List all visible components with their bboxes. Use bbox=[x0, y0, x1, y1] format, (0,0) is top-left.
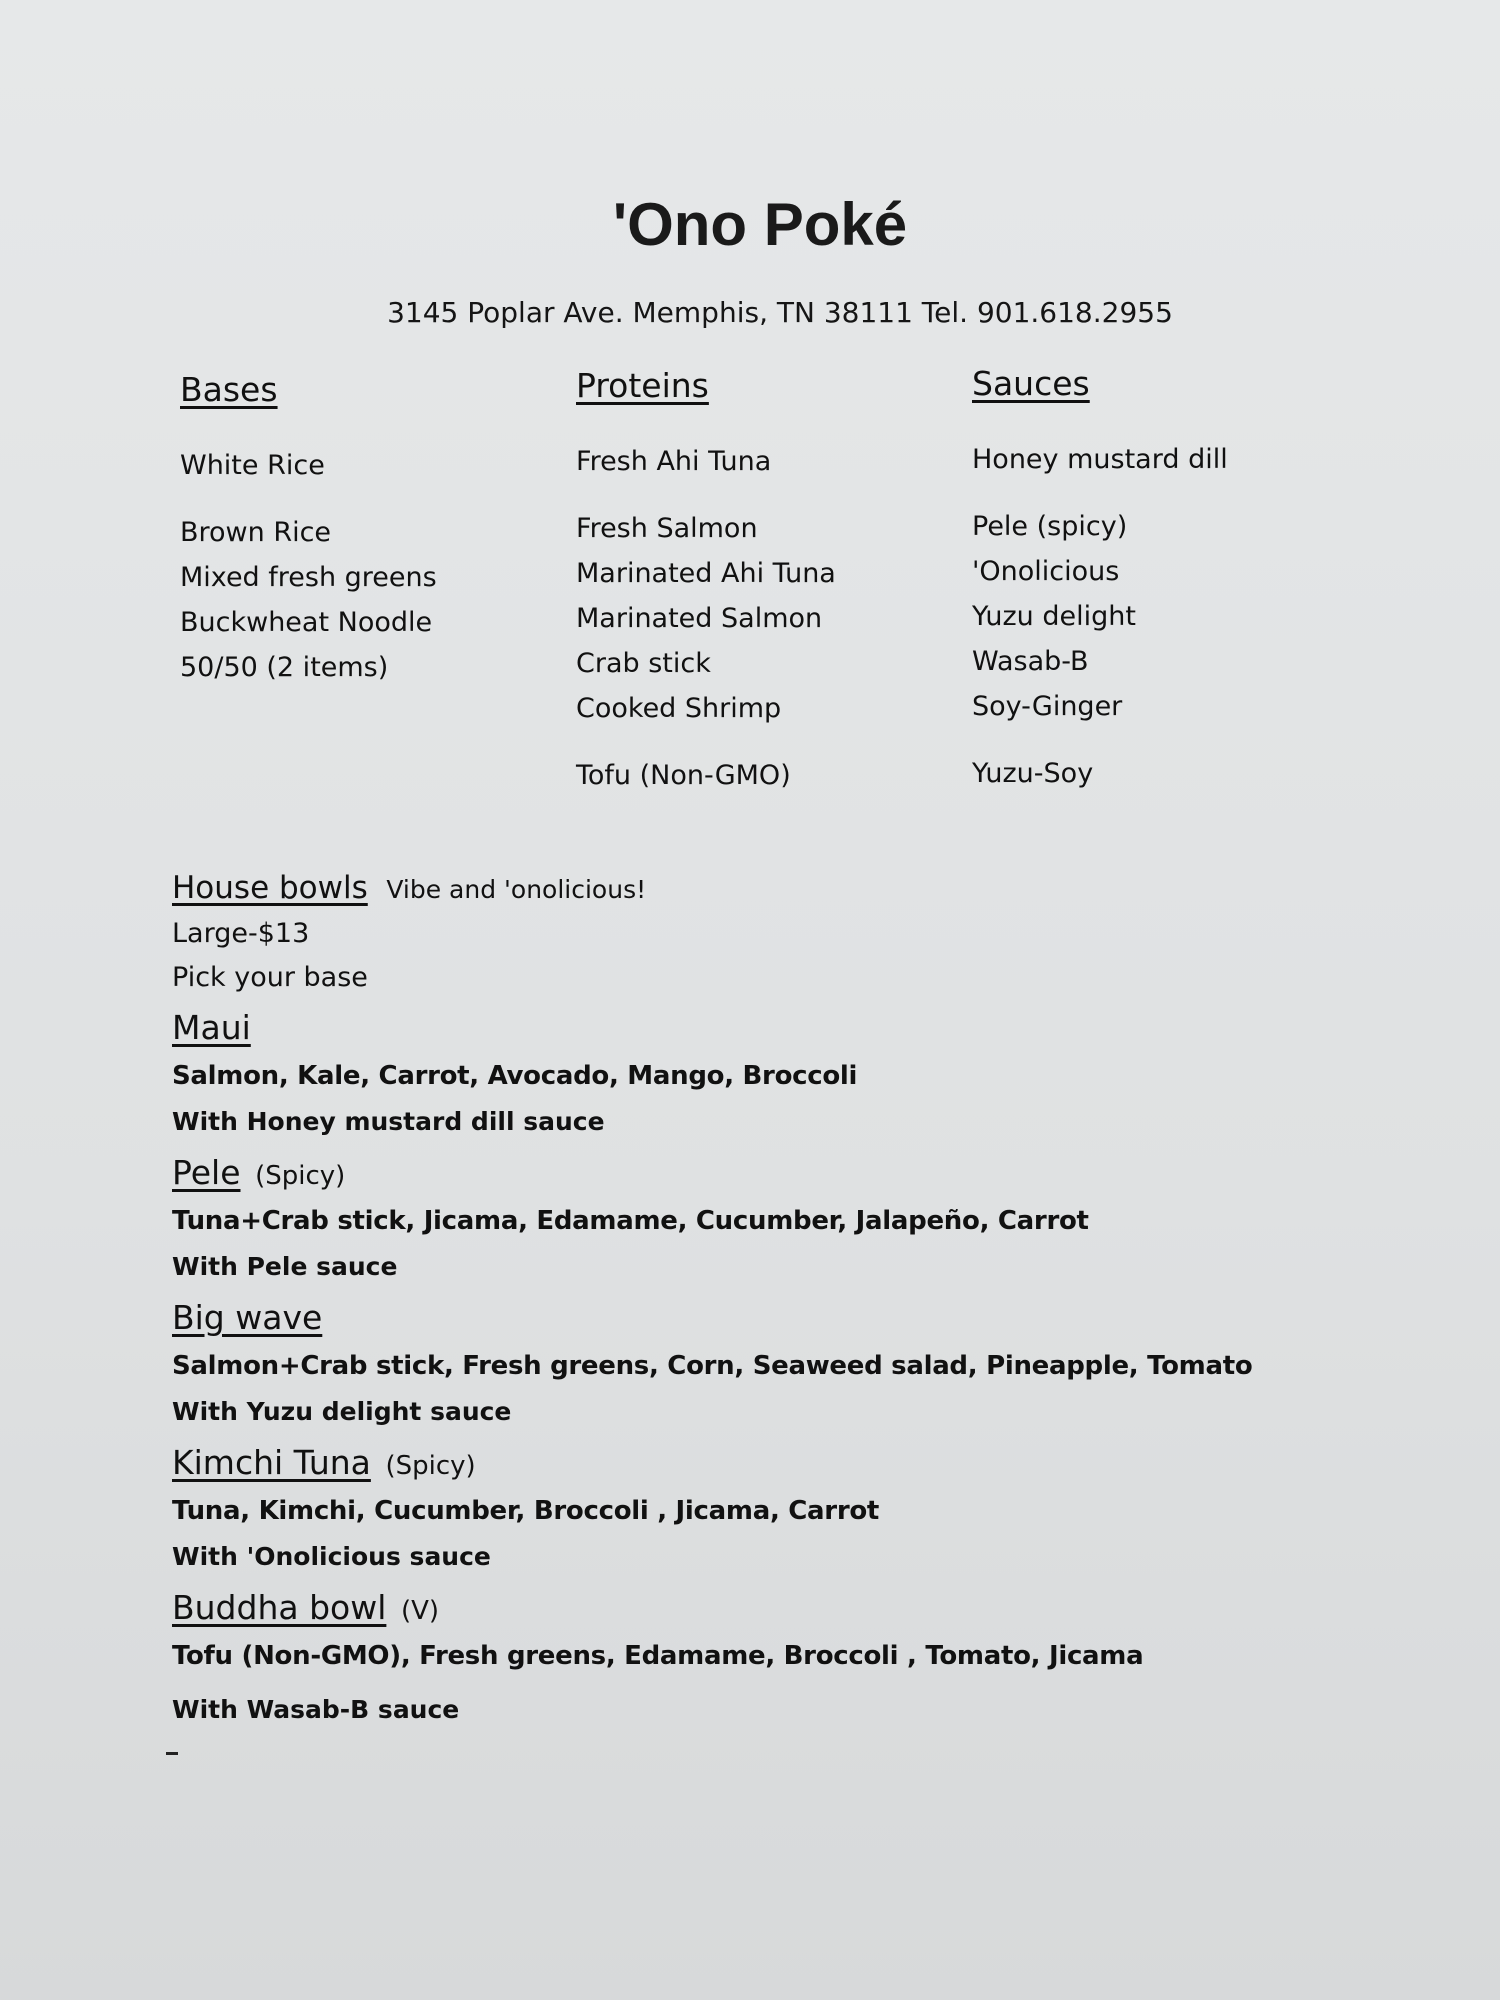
protein-item: Marinated Ahi Tuna bbox=[576, 558, 836, 589]
bowl-sauce: With 'Onolicious sauce bbox=[172, 1542, 491, 1571]
bowl-name: Buddha bowl bbox=[172, 1588, 387, 1627]
sauce-item: 'Onolicious bbox=[972, 556, 1120, 587]
protein-item: Crab stick bbox=[576, 648, 711, 679]
proteins-heading: Proteins bbox=[576, 366, 709, 405]
bowl-buddha bbox=[172, 1586, 1322, 1733]
sauce-item: Pele (spicy) bbox=[972, 511, 1128, 542]
base-item: Buckwheat Noodle bbox=[180, 607, 433, 638]
protein-item: Cooked Shrimp bbox=[576, 693, 782, 724]
house-bowls-section bbox=[172, 866, 1322, 1733]
base-item: White Rice bbox=[180, 450, 325, 481]
bowl-ingredients: Tuna+Crab stick, Jicama, Edamame, Cucumber, Jalapeño, Carrot bbox=[172, 1206, 1089, 1236]
bases-column bbox=[180, 370, 437, 690]
bowl-sauce: With Pele sauce bbox=[172, 1252, 398, 1281]
bowl-note: (V) bbox=[400, 1596, 440, 1626]
protein-item: Marinated Salmon bbox=[576, 603, 823, 634]
bowl-name: Kimchi Tuna bbox=[172, 1443, 371, 1482]
bowl-ingredients: Tuna, Kimchi, Cucumber, Broccoli , Jicama, Carrot bbox=[172, 1496, 880, 1526]
bowl-kimchi-tuna bbox=[172, 1441, 1322, 1580]
restaurant-address: 3145 Poplar Ave. Memphis, TN 38111 Tel. 901.618.2955 bbox=[387, 296, 1173, 329]
protein-item: Fresh Salmon bbox=[576, 513, 758, 544]
sauces-column bbox=[972, 364, 1228, 796]
house-bowls-price: Large-$13 bbox=[172, 918, 310, 949]
proteins-column bbox=[576, 366, 836, 798]
house-bowls-tagline: Vibe and 'onolicious! bbox=[386, 875, 647, 904]
house-bowls-heading: House bowls bbox=[172, 870, 368, 906]
sauce-item: Honey mustard dill bbox=[972, 444, 1228, 475]
sauce-item: Wasab-B bbox=[972, 646, 1089, 677]
dash-mark bbox=[166, 1752, 178, 1755]
bowl-pele bbox=[172, 1151, 1322, 1290]
bowl-name: Pele bbox=[172, 1153, 241, 1192]
sauce-item: Yuzu-Soy bbox=[972, 758, 1094, 789]
protein-item: Fresh Ahi Tuna bbox=[576, 446, 772, 477]
base-item: 50/50 (2 items) bbox=[180, 652, 389, 683]
protein-item: Tofu (Non-GMO) bbox=[576, 760, 791, 791]
house-bowls-instruction: Pick your base bbox=[172, 962, 368, 993]
bowl-maui bbox=[172, 1006, 1322, 1145]
base-item: Mixed fresh greens bbox=[180, 562, 437, 593]
bowl-sauce: With Honey mustard dill sauce bbox=[172, 1107, 605, 1136]
bowl-sauce: With Yuzu delight sauce bbox=[172, 1397, 512, 1426]
bowl-big-wave bbox=[172, 1296, 1322, 1435]
bowl-ingredients: Salmon+Crab stick, Fresh greens, Corn, Seaweed salad, Pineapple, Tomato bbox=[172, 1351, 1253, 1381]
sauce-item: Yuzu delight bbox=[972, 601, 1136, 632]
bowl-note: (Spicy) bbox=[385, 1451, 476, 1481]
bowl-sauce: With Wasab-B sauce bbox=[172, 1695, 460, 1724]
base-item: Brown Rice bbox=[180, 517, 332, 548]
bowl-name: Maui bbox=[172, 1008, 251, 1047]
bowl-name: Big wave bbox=[172, 1298, 323, 1337]
bowl-ingredients: Tofu (Non-GMO), Fresh greens, Edamame, Broccoli , Tomato, Jicama bbox=[172, 1641, 1144, 1671]
bases-heading: Bases bbox=[180, 370, 278, 409]
sauce-item: Soy-Ginger bbox=[972, 691, 1123, 722]
bowl-note: (Spicy) bbox=[255, 1161, 346, 1191]
sauces-heading: Sauces bbox=[972, 364, 1090, 403]
bowl-ingredients: Salmon, Kale, Carrot, Avocado, Mango, Broccoli bbox=[172, 1061, 858, 1091]
restaurant-title: 'Ono Poké bbox=[612, 191, 908, 258]
